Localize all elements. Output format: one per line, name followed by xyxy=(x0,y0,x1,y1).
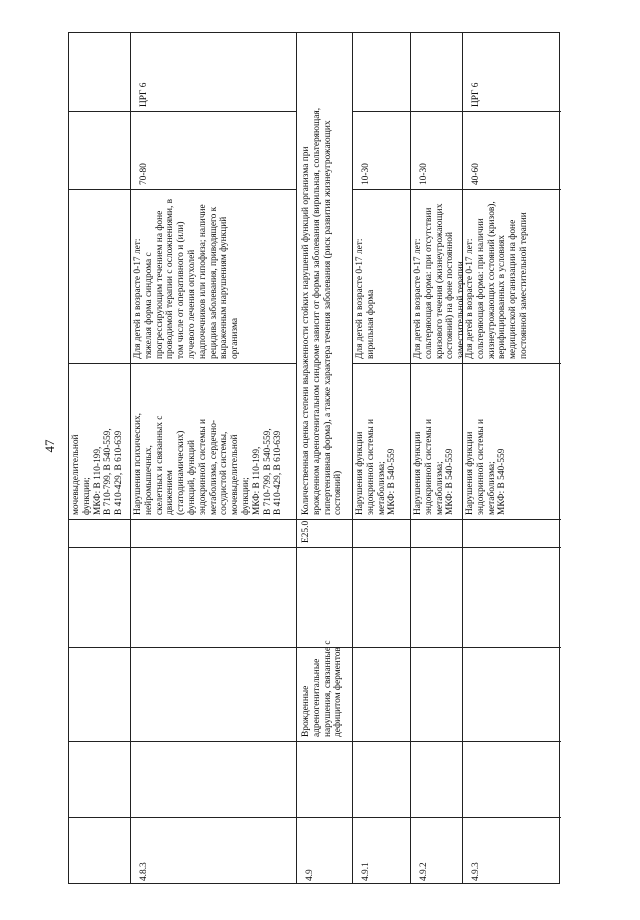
impaired-functions-line: В 410-429, В 610-639 xyxy=(273,430,284,515)
impaired-functions-line: МКФ: В 110-199, xyxy=(251,446,262,515)
cell-border xyxy=(463,363,561,364)
cell-border xyxy=(297,741,352,742)
impaired-functions xyxy=(465,367,559,515)
impaired-functions-line: В 410-429, В 610-639 xyxy=(114,430,125,515)
cell-border xyxy=(463,189,561,190)
mkb-code xyxy=(301,520,349,543)
impaired-functions-line: функций, функций xyxy=(186,440,197,515)
impaired-functions-line: метаболизма; xyxy=(434,461,445,515)
diagnosis-name xyxy=(301,640,349,737)
cell-border xyxy=(411,111,462,112)
impaired-functions-line: МКФ: В 540-559 xyxy=(445,448,456,515)
clinical-characteristics-line: лучевого лечения опухолей xyxy=(186,249,197,359)
impaired-functions-line: нейромышечных, xyxy=(143,445,154,515)
cell-border xyxy=(353,519,410,520)
row-number-line: 4.9.2 xyxy=(419,862,429,881)
cell-border xyxy=(463,519,561,520)
cell-border xyxy=(131,647,296,648)
pfg-label-line: ЦРГ 6 xyxy=(139,82,149,107)
criteria-table xyxy=(68,32,560,884)
cell-border xyxy=(411,363,462,364)
table-row xyxy=(353,33,411,883)
cell-border xyxy=(353,189,410,190)
cell-border xyxy=(463,547,561,548)
table-row xyxy=(69,33,131,883)
assessment-note-line: Количественная оценка степени выраженности стойких нарушений функций организма при xyxy=(301,146,311,515)
clinical-characteristics-line: выраженным нарушениям функций xyxy=(219,216,230,359)
row-number xyxy=(419,821,455,881)
cell-border xyxy=(411,189,462,190)
impaired-functions-line: В 710-799, В 540-559, xyxy=(262,428,273,515)
diagnosis-name-line: нарушения, связанные с xyxy=(322,640,333,737)
impairment-percent-line: 10-30 xyxy=(361,163,371,185)
cell-border xyxy=(463,111,561,112)
mkb-code-line: E25.0 xyxy=(301,520,311,543)
diagnosis-name-line: дефицитом ферментов xyxy=(333,647,344,737)
page-number: 47 xyxy=(42,439,57,453)
impaired-functions-line: функции; xyxy=(240,477,251,515)
impaired-functions-line: (статодинамических) xyxy=(176,430,187,515)
cell-border xyxy=(131,111,296,112)
clinical-characteristics-line: заместительной терапии xyxy=(456,261,467,359)
impairment-percent-line: 70-80 xyxy=(139,163,149,185)
impairment-percent xyxy=(419,115,455,185)
clinical-characteristics xyxy=(133,193,295,359)
cell-border xyxy=(411,547,462,548)
cell-border xyxy=(463,817,561,818)
clinical-characteristics-line: медицинской организации на фоне xyxy=(508,219,519,359)
cell-border xyxy=(411,741,462,742)
clinical-characteristics-line: проводимой терапии с осложнениями, в xyxy=(165,198,176,359)
impaired-functions-line: метаболизма, сердечно- xyxy=(208,419,219,515)
clinical-characteristics-line: состояний) на фоне постоянной xyxy=(445,232,456,359)
row-number-line: 4.9.3 xyxy=(471,862,481,881)
cell-border xyxy=(69,547,130,548)
table-row xyxy=(131,33,297,883)
cell-border xyxy=(131,189,296,190)
clinical-characteristics-line: Для детей в возрасте 0-17 лет: xyxy=(355,238,365,359)
clinical-characteristics-line: тяжелая форма синдрома с xyxy=(143,252,154,359)
clinical-characteristics-line: сольтеряющая форма: при отсутствии xyxy=(423,207,434,359)
cell-border xyxy=(297,817,352,818)
clinical-characteristics-line: Для детей в возрасте 0-17 лет: xyxy=(413,238,423,359)
row-number xyxy=(139,821,289,881)
pfg-label xyxy=(471,37,553,107)
impaired-functions-line: эндокринной системы и xyxy=(197,418,208,515)
clinical-characteristics-line: постоянной заместительной терапии xyxy=(518,212,529,359)
pfg-label-line: ЦРГ 6 xyxy=(471,82,481,107)
clinical-characteristics-line: кризового течения (жизнеугрожающих xyxy=(434,203,445,359)
assessment-note xyxy=(301,37,349,515)
clinical-characteristics-line: надпочечников или гипофиза; наличие xyxy=(197,204,208,359)
impaired-functions-line: метаболизма; xyxy=(486,461,497,515)
row-number xyxy=(471,821,553,881)
cell-border xyxy=(69,741,130,742)
cell-border xyxy=(69,647,130,648)
cell-border xyxy=(353,111,410,112)
cell-border xyxy=(411,817,462,818)
impairment-percent xyxy=(361,115,403,185)
assessment-note-line: состояний) xyxy=(333,470,344,515)
cell-border xyxy=(463,741,561,742)
cell-border xyxy=(69,519,130,520)
diagnosis-name-line: Врожденные xyxy=(301,685,311,737)
impairment-percent-line: 40-60 xyxy=(471,163,481,185)
cell-border xyxy=(69,817,130,818)
impairment-percent-line: 10-30 xyxy=(419,163,429,185)
diagnosis-name-line: адреногенитальные xyxy=(311,658,322,737)
impaired-functions-line: скелетных и связанных с xyxy=(154,415,165,515)
pfg-label xyxy=(139,37,289,107)
table-row xyxy=(463,33,561,883)
cell-border xyxy=(69,111,130,112)
table-row xyxy=(297,33,353,883)
cell-border xyxy=(411,647,462,648)
clinical-characteristics-line: том числе от оперативного и (или) xyxy=(176,221,187,359)
clinical-characteristics-line: жизнеугрожающих состояний (кризов), xyxy=(486,201,497,359)
cell-border xyxy=(297,519,352,520)
impaired-functions-line: мочевыделительной xyxy=(71,434,81,515)
cell-border xyxy=(69,189,130,190)
impaired-functions-line: метаболизма; xyxy=(376,461,387,515)
cell-border xyxy=(353,741,410,742)
cell-border xyxy=(131,741,296,742)
clinical-characteristics-line: Для детей в возрасте 0-17 лет: xyxy=(133,238,143,359)
impaired-functions-line: Нарушения функции xyxy=(355,431,365,515)
impaired-functions-line: эндокринной системы и xyxy=(423,418,434,515)
impaired-functions-line: эндокринной системы и xyxy=(475,418,486,515)
impaired-functions-line: МКФ: В 540-559 xyxy=(497,448,508,515)
impaired-functions-line: мочевыделительной xyxy=(230,434,241,515)
row-number-line: 4.9.1 xyxy=(361,862,371,881)
impaired-functions xyxy=(133,367,295,515)
impairment-percent xyxy=(139,115,289,185)
impaired-functions xyxy=(355,367,409,515)
impaired-functions xyxy=(413,367,461,515)
assessment-note-line: врожденном адреногенитальном синдроме зависит от формы заболевания (вирильная, сольтеряющая, xyxy=(311,107,322,515)
row-number xyxy=(305,821,345,881)
clinical-characteristics-line: вирильная форма xyxy=(365,289,376,359)
impaired-functions-line: эндокринной системы и xyxy=(365,418,376,515)
row-number xyxy=(361,821,403,881)
impaired-functions-line: МКФ: В 110-199, xyxy=(92,446,103,515)
row-number-line: 4.9 xyxy=(305,869,315,881)
cell-border xyxy=(353,817,410,818)
cell-border xyxy=(463,647,561,648)
cell-border xyxy=(353,363,410,364)
impaired-functions-line: МКФ: В 540-559 xyxy=(387,448,398,515)
impaired-functions-line: движением xyxy=(165,470,176,515)
row-number-line: 4.8.3 xyxy=(139,862,149,881)
assessment-note-line: гипертензивная форма), а также характера течения заболевания (риск развития жизнеугрожающих xyxy=(322,120,333,515)
impaired-functions-line: В 710-799, В 540-559, xyxy=(103,428,114,515)
cell-border xyxy=(131,363,296,364)
clinical-characteristics xyxy=(413,193,467,359)
clinical-characteristics-line: организма xyxy=(230,317,241,359)
cell-border xyxy=(353,647,410,648)
clinical-characteristics-line: Для детей в возрасте 0-17 лет: xyxy=(465,238,475,359)
cell-border xyxy=(353,547,410,548)
cell-border xyxy=(131,817,296,818)
cell-border xyxy=(69,363,130,364)
cell-border xyxy=(131,519,296,520)
impaired-functions xyxy=(71,367,129,515)
impaired-functions-line: Нарушения функции xyxy=(413,431,423,515)
table-row xyxy=(411,33,467,883)
impaired-functions-line: функции; xyxy=(81,477,92,515)
clinical-characteristics xyxy=(355,193,409,359)
impaired-functions-line: сосудистой системы, xyxy=(219,431,230,515)
cell-border xyxy=(411,519,462,520)
cell-border xyxy=(131,547,296,548)
clinical-characteristics xyxy=(465,193,559,359)
clinical-characteristics-line: прогрессирующим течением на фоне xyxy=(154,210,165,359)
clinical-characteristics-line: рецидива заболевания, приводящего к xyxy=(208,206,219,359)
impairment-percent xyxy=(471,115,553,185)
cell-border xyxy=(297,547,352,548)
impaired-functions-line: Нарушения психических, xyxy=(133,412,143,515)
impaired-functions-line: Нарушения функции xyxy=(465,431,475,515)
clinical-characteristics-line: сольтеряющая форма: при наличии xyxy=(475,218,486,359)
clinical-characteristics-line: верифицированных в условиях xyxy=(497,235,508,359)
